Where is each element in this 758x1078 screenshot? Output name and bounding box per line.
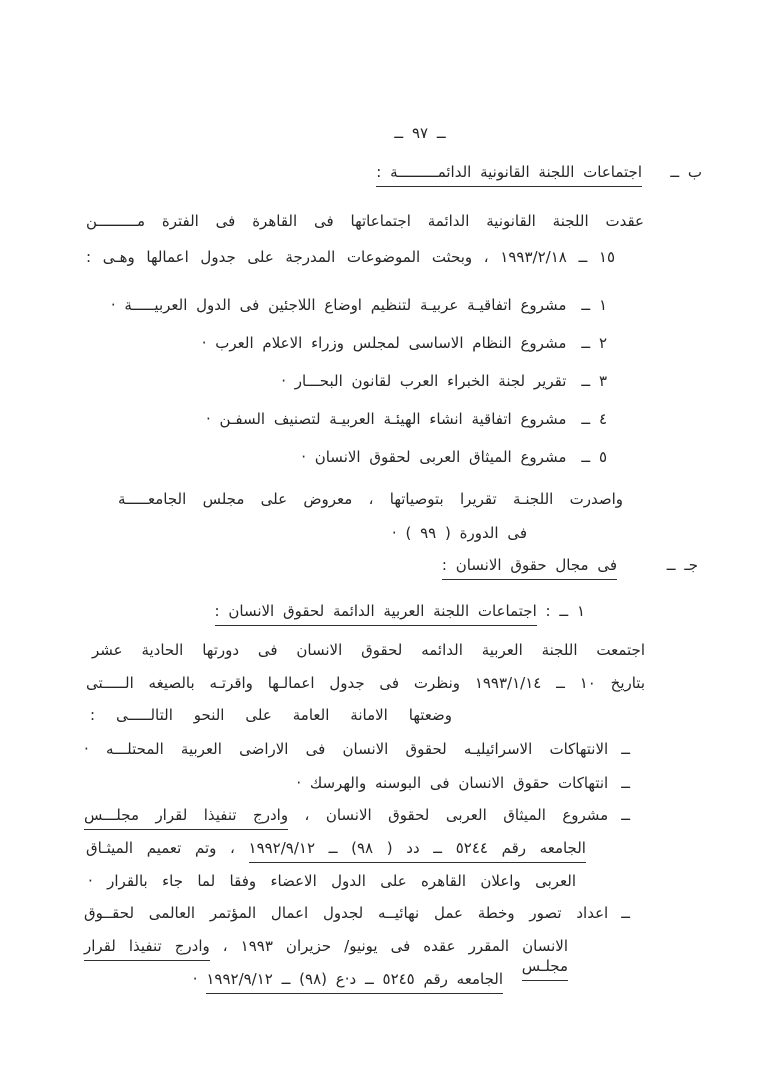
underlined-text: الجامعه رقم ٥٢٤٥ ــ د·ع (٩٨) ــ ١٩٩٢/٩/١٢: [206, 970, 503, 994]
agenda-item-text: مشروع النظام الاساسى لمجلس وزراء الاعلام العرب ·: [201, 334, 567, 352]
bullet-item: [84, 904, 630, 924]
section-b-heading: [376, 163, 642, 183]
bullet-continuation-line: العربى واعلان القاهره على الدول الاعضاء وفقا لما جاء بالقرار ·: [88, 872, 576, 890]
bullet-dash: ــ: [621, 806, 631, 824]
section-c-marker: جـ ــ: [666, 556, 698, 574]
bullet-item: [296, 774, 630, 794]
agenda-item-number: ٢ ــ: [581, 334, 607, 352]
section-b-intro-line: ١٥ ــ ١٩٩٣/٢/١٨ ، وبحثت الموضوعات المدرجة على جدول اعمالها وهـى :: [86, 248, 616, 266]
subsection-heading-text: اجتماعات اللجنة العربية الدائمة لحقوق الانسان :: [215, 602, 537, 626]
agenda-item-number: ٣ ــ: [581, 372, 607, 390]
bullet-text: الانتهاكات الاسرائيليـه لحقوق الانسان فى الاراضى العربية المحتلـــه ·: [84, 740, 609, 758]
agenda-item-text: مشروع اتفاقية انشاء الهيئـة العربيـة لتصنيف السفـن ·: [206, 410, 567, 428]
bullet-text: ، وتم تعميم الميثـاق: [86, 839, 249, 857]
section-b-intro-line: عقدت اللجنة القانونية الدائمة اجتماعاتها فى القاهرة فى الفترة مـــــــــن: [86, 212, 644, 230]
agenda-item: [206, 410, 607, 430]
section-b-marker: ب ــ: [670, 163, 702, 181]
subsection-marker: ١ ــ :: [545, 602, 585, 620]
agenda-item-number: ٤ ــ: [581, 410, 607, 428]
underlined-text: وادرج تنفيذا لقرار مجلـس: [84, 937, 568, 981]
agenda-item-number: ٥ ــ: [581, 448, 607, 466]
bullet-item: [84, 806, 630, 826]
section-c-intro-line: بتاريخ ١٠ ــ ١٩٩٣/١/١٤ ونظرت فى جدول اعمالـها واقرتـه بالصيغه الـــــتى: [86, 674, 646, 692]
agenda-item: [281, 372, 607, 392]
bullet-text: انتهاكات حقوق الانسان فى البوسنه والهرسك ·: [296, 774, 609, 792]
section-c-intro-line: اجتمعت اللجنة العربية الدائمه لحقوق الانسان فى دورتها الحادية عشر: [92, 641, 645, 659]
bullet-text: ·: [192, 970, 207, 988]
section-b-heading-text: اجتماعات اللجنة القانونية الدائمـــــــــة :: [376, 163, 642, 187]
section-c-heading-text: فى مجال حقوق الانسان :: [442, 556, 617, 580]
section-c-heading: [442, 556, 617, 576]
bullet-item: [84, 740, 630, 760]
agenda-item: [111, 296, 607, 316]
underlined-text: الجامعه رقم ٥٢٤٤ ــ دد ( ٩٨) ــ ١٩٩٢/٩/١٢: [249, 839, 586, 863]
agenda-item-text: مشروع اتفاقيـة عربيـة لتنظيم اوضاع اللاجئين فى الدول العربيـــــة ·: [110, 296, 567, 314]
bullet-dash: ــ: [621, 774, 630, 792]
bullet-dash: ــ: [621, 904, 630, 922]
underlined-text: وادرج تنفيذا لقرار مجلـــس: [84, 806, 288, 830]
section-b-closing-line: واصدرت اللجنـة تقريرا بتوصياتها ، معروض على مجلس الجامعـــــة: [118, 490, 623, 508]
section-c-intro-line: وضعتها الامانة العامة على النحو التالـــــى :: [90, 706, 452, 724]
agenda-item-number: ١ ــ: [581, 296, 607, 314]
agenda-item-text: تقرير لجنة الخبراء العرب لقانون البحـــار ·: [281, 372, 567, 390]
section-b-closing-line: فى الدورة ( ٩٩ ) ·: [391, 524, 527, 542]
agenda-item: [202, 334, 607, 354]
bullet-continuation-line: [193, 970, 503, 990]
agenda-item-text: مشروع الميثاق العربى لحقوق الانسان ·: [301, 448, 567, 466]
agenda-item: [301, 448, 607, 468]
bullet-text: مشروع الميثاق العربى لحقوق الانسان ،: [288, 806, 609, 824]
bullet-text: الانسان المقرر عقده فى يونيو/ حزيران ١٩٩٣ ،: [209, 937, 568, 955]
bullet-dash: ــ: [621, 740, 630, 758]
bullet-text: اعداد تصور وخطة عمل نهائيــه لجدول اعمال المؤتمر العالمى لحقــوق: [84, 904, 609, 922]
bullet-continuation-line: [86, 839, 586, 859]
subsection-heading: [215, 602, 585, 622]
page-number: ــ ٩٧ ــ: [394, 124, 446, 142]
